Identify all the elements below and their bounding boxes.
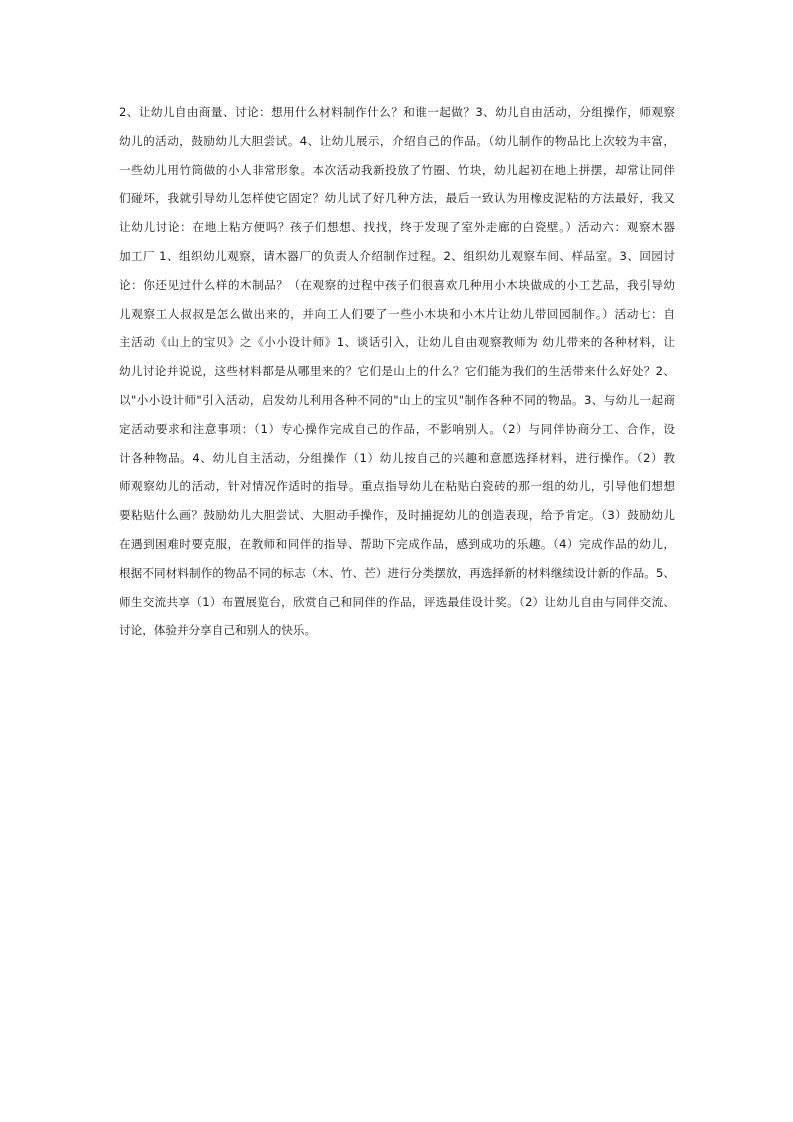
text-line-15: 要粘贴什么画？鼓励幼儿大胆尝试、大胆动手操作，及时捕捉幼儿的创造表现，给予肯定。（3）鼓励幼儿 [119, 508, 675, 523]
text-line-11: 以"小小设计师"引入活动，启发幼儿利用各种不同的"山上的宝贝"制作各种不同的物品。3、与幼儿一起商 [119, 392, 675, 407]
text-line-2: 幼儿的活动，鼓励幼儿大胆尝试。4、让幼儿展示，介绍自己的作品。（幼儿制作的物品比上次较为丰富， [119, 133, 675, 148]
text-line-13: 计各种物品。4、幼儿自主活动，分组操作（1）幼儿按自己的兴趣和意愿选择材料，进行操作。（2）教 [119, 450, 675, 465]
text-line-9: 主活动《山上的宝贝》之《小小设计师》1、谈话引入，让幼儿自由观察教师为 幼儿带来的各种材料，让 [119, 335, 675, 350]
text-line-14: 师观察幼儿的活动，针对情况作适时的指导。重点指导幼儿在粘贴白瓷砖的那一组的幼儿，引导他们想想 [119, 479, 675, 494]
text-line-7: 论：你还见过什么样的木制品？（在观察的过程中孩子们很喜欢几种用小木块做成的小工艺品，我引导幼 [119, 277, 675, 292]
text-line-4: 们碰坏，我就引导幼儿怎样使它固定？幼儿试了好几种方法，最后一致认为用橡皮泥粘的方法最好，我又 [119, 191, 675, 206]
text-line-6: 加工厂 1、组织幼儿观察，请木器厂的负责人介绍制作过程。2、组织幼儿观察车间、样品室。3、回园讨 [119, 248, 675, 263]
text-line-3: 一些幼儿用竹筒做的小人非常形象。本次活动我新投放了竹圈、竹块，幼儿起初在地上拼摆，却常让同伴 [119, 162, 675, 177]
text-line-19: 讨论，体验并分享自己和别人的快乐。 [119, 623, 317, 638]
text-line-18: 师生交流共享（1）布置展览台，欣赏自己和同伴的作品，评选最佳设计奖。（2）让幼儿自由与同伴交流、 [119, 594, 675, 609]
body-text [119, 98, 675, 645]
text-line-17: 根据不同材料制作的物品不同的标志（木、竹、芒）进行分类摆放，再选择新的材料继续设计新的作品。5、 [119, 565, 675, 580]
text-line-16: 在遇到困难时要克服，在教师和同伴的指导、帮助下完成作品，感到成功的乐趣。（4）完成作品的幼儿， [119, 536, 675, 551]
text-line-10: 幼儿讨论并说说，这些材料都是从哪里来的？它们是山上的什么？它们能为我们的生活带来什么好处？2、 [119, 364, 675, 379]
text-line-8: 儿观察工人叔叔是怎么做出来的，并向工人们要了一些小木块和小木片让幼儿带回园制作。）活动七：自 [119, 306, 675, 321]
text-line-12: 定活动要求和注意事项：（1）专心操作完成自己的作品，不影响别人。（2）与同伴协商分工、合作，设 [119, 421, 675, 436]
text-line-1: 2、让幼儿自由商量、讨论：想用什么材料制作什么？和谁一起做？3、幼儿自由活动，分组操作，师观察 [119, 105, 675, 119]
text-line-5: 让幼儿讨论：在地上粘方便吗？孩子们想想、找找，终于发现了室外走廊的白瓷壁。）活动六：观察木器 [119, 220, 675, 235]
